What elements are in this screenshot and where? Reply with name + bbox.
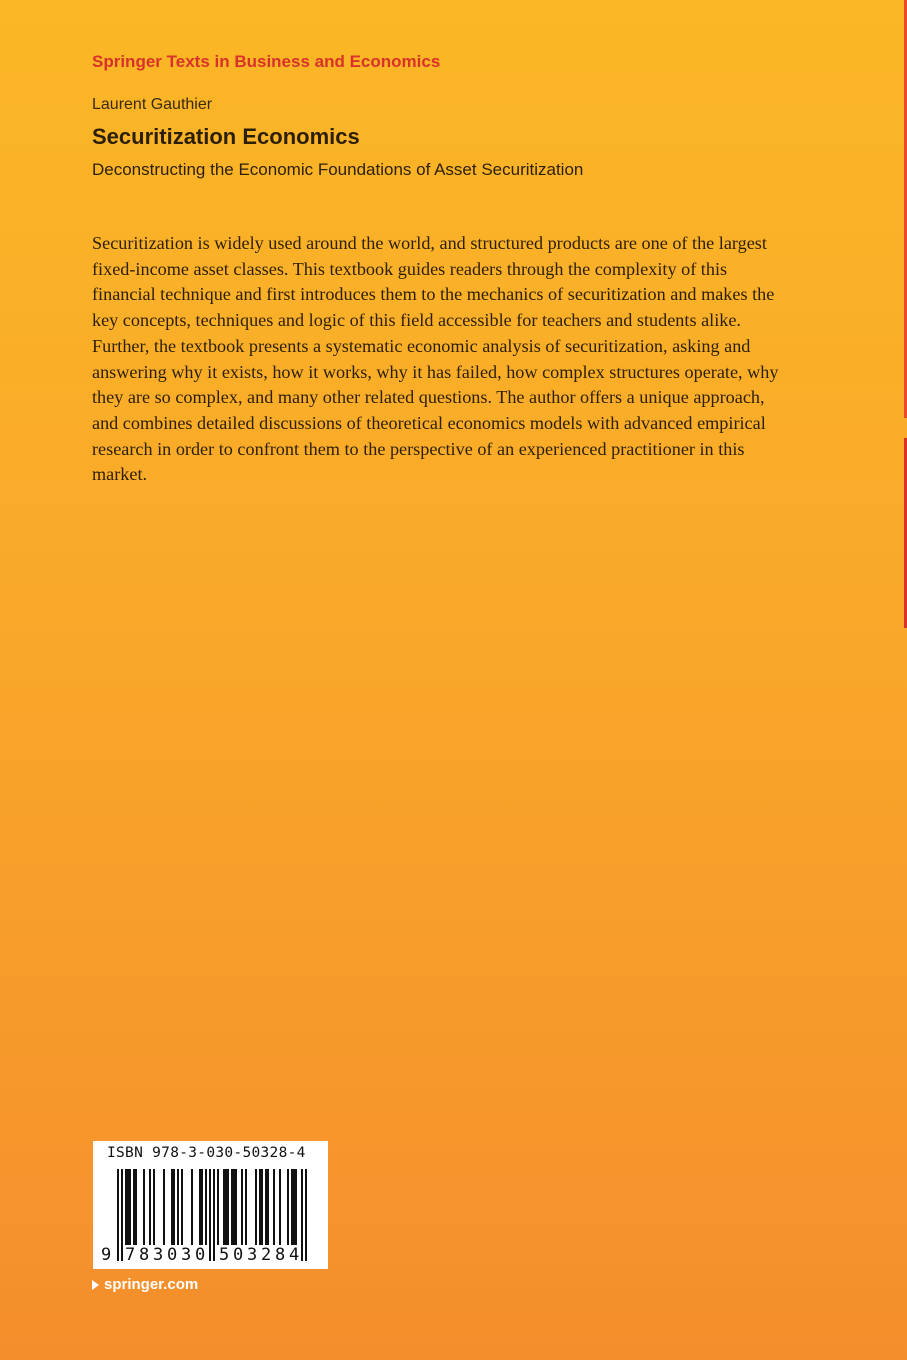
barcode-digit: 0 [233,1245,244,1265]
barcode-bar [279,1169,281,1245]
barcode-bar [181,1169,183,1245]
barcode-bar [143,1169,145,1245]
barcode-digit: 9 [101,1245,112,1265]
barcode-bar [223,1169,225,1245]
barcode-bar [177,1169,179,1245]
barcode-bar [261,1169,263,1245]
barcode-bar [267,1169,269,1245]
barcode-bar [231,1169,233,1245]
barcode-digits [93,1245,328,1267]
barcode-bar [225,1169,227,1245]
barcode-bar [255,1169,257,1245]
barcode-digit: 4 [289,1245,300,1265]
barcode-bar [241,1169,243,1245]
barcode-bar [149,1169,151,1245]
barcode-bar [227,1169,229,1245]
barcode-digit: 5 [219,1245,230,1265]
barcode-bar [125,1169,127,1245]
barcode-bar [133,1169,135,1245]
blurb-text: Securitization is widely used around the world, and structured products are one of the largest fixed-income asset classes. This textbook guides readers through the complexity of this financial technique and first introduces them to the mechanics of securitization and makes the key concepts, techniques and logic of this field accessible for teachers and students alike. Further, the textbook presents a systematic economic analysis of securitization, asking and answering why it exists, how it works, why it has failed, how complex structures operate, why they are so complex, and many other related questions. The author offers a unique approach, and combines detailed discussions of theoretical economics models with advanced empirical research in order to confront them to the perspective of an experienced practitioner in this market. [92,233,779,485]
barcode-bar [205,1169,207,1245]
barcode-digit: 8 [275,1245,286,1265]
book-subtitle: Deconstructing the Economic Foundations of Asset Securitization [92,160,584,179]
author-name: Laurent Gauthier [92,96,213,113]
barcode-bar [201,1169,203,1245]
barcode-bar [191,1169,193,1245]
barcode-bar [287,1169,289,1245]
barcode-bar [235,1169,237,1245]
barcode-bar [129,1169,131,1245]
barcode-bar [293,1169,295,1245]
barcode-digit: 7 [125,1245,136,1265]
barcode-bar [217,1169,219,1245]
barcode-bar [265,1169,267,1245]
barcode-bar [291,1169,293,1245]
isbn-label: ISBN 978-3-030-50328-4 [107,1145,306,1161]
barcode-digit: 0 [167,1245,178,1265]
springer-link[interactable] [92,1276,198,1293]
barcode-bar [135,1169,137,1245]
barcode-bar [173,1169,175,1245]
barcode-digit: 2 [261,1245,272,1265]
barcode-digit: 3 [181,1245,192,1265]
barcode-bar [233,1169,235,1245]
barcode-digit: 3 [247,1245,258,1265]
barcode-bar [171,1169,173,1245]
barcode-bar [295,1169,297,1245]
barcode-bar [199,1169,201,1245]
series-title: Springer Texts in Business and Economics [92,52,441,71]
barcode-digit: 3 [153,1245,164,1265]
barcode-panel [93,1141,328,1269]
book-title: Securitization Economics [92,124,360,149]
barcode-bar [127,1169,129,1245]
arrow-right-icon [92,1280,99,1290]
barcode-digit: 8 [139,1245,150,1265]
barcode-digit: 0 [195,1245,206,1265]
barcode-bar [273,1169,275,1245]
springer-link-text: springer.com [104,1276,199,1293]
barcode-bar [163,1169,165,1245]
barcode-bar [259,1169,261,1245]
barcode-bar [245,1169,247,1245]
barcode-bar [153,1169,155,1245]
